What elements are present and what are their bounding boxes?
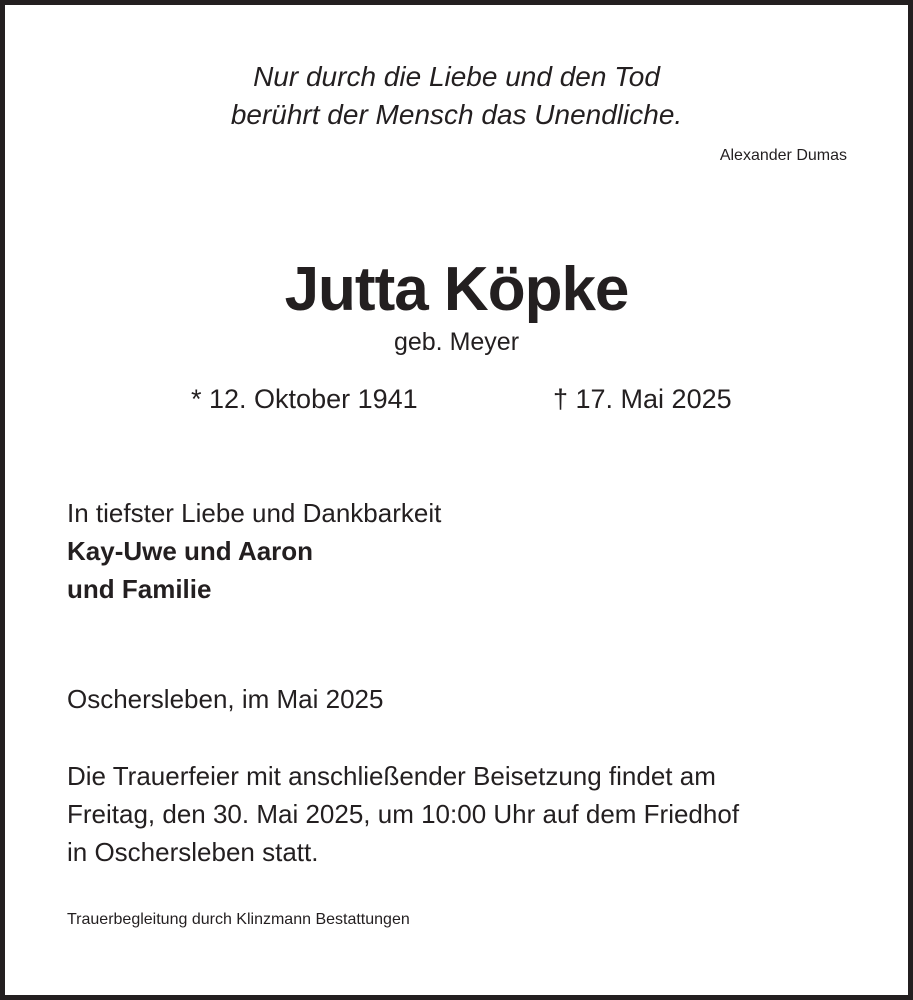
mourners-family: und Familie xyxy=(67,574,212,604)
mourners-names: Kay-Uwe und Aaron xyxy=(67,536,314,566)
birth-date: * 12. Oktober 1941 xyxy=(191,384,418,414)
maiden-name: geb. Meyer xyxy=(393,328,520,356)
funeral-line-2: Freitag, den 30. Mai 2025, um 10:00 Uhr auf dem Friedhof xyxy=(67,799,740,829)
mourners-intro: In tiefster Liebe und Dankbarkeit xyxy=(67,498,442,528)
quote-line-2: berührt der Mensch das Unendliche. xyxy=(230,99,683,130)
deceased-name: Jutta Köpke xyxy=(284,255,629,324)
death-date: † 17. Mai 2025 xyxy=(553,384,732,414)
funeral-info xyxy=(67,757,867,871)
funeral-line-3: in Oschersleben statt. xyxy=(67,837,319,867)
funeral-line-1: Die Trauerfeier mit anschließender Beisetzung findet am xyxy=(67,761,716,791)
undertaker-credit: Trauerbegleitung durch Klinzmann Bestattungen xyxy=(67,911,410,928)
quote-author: Alexander Dumas xyxy=(719,147,847,164)
place-date: Oschersleben, im Mai 2025 xyxy=(67,684,384,714)
quote-line-1: Nur durch die Liebe und den Tod xyxy=(253,61,660,92)
